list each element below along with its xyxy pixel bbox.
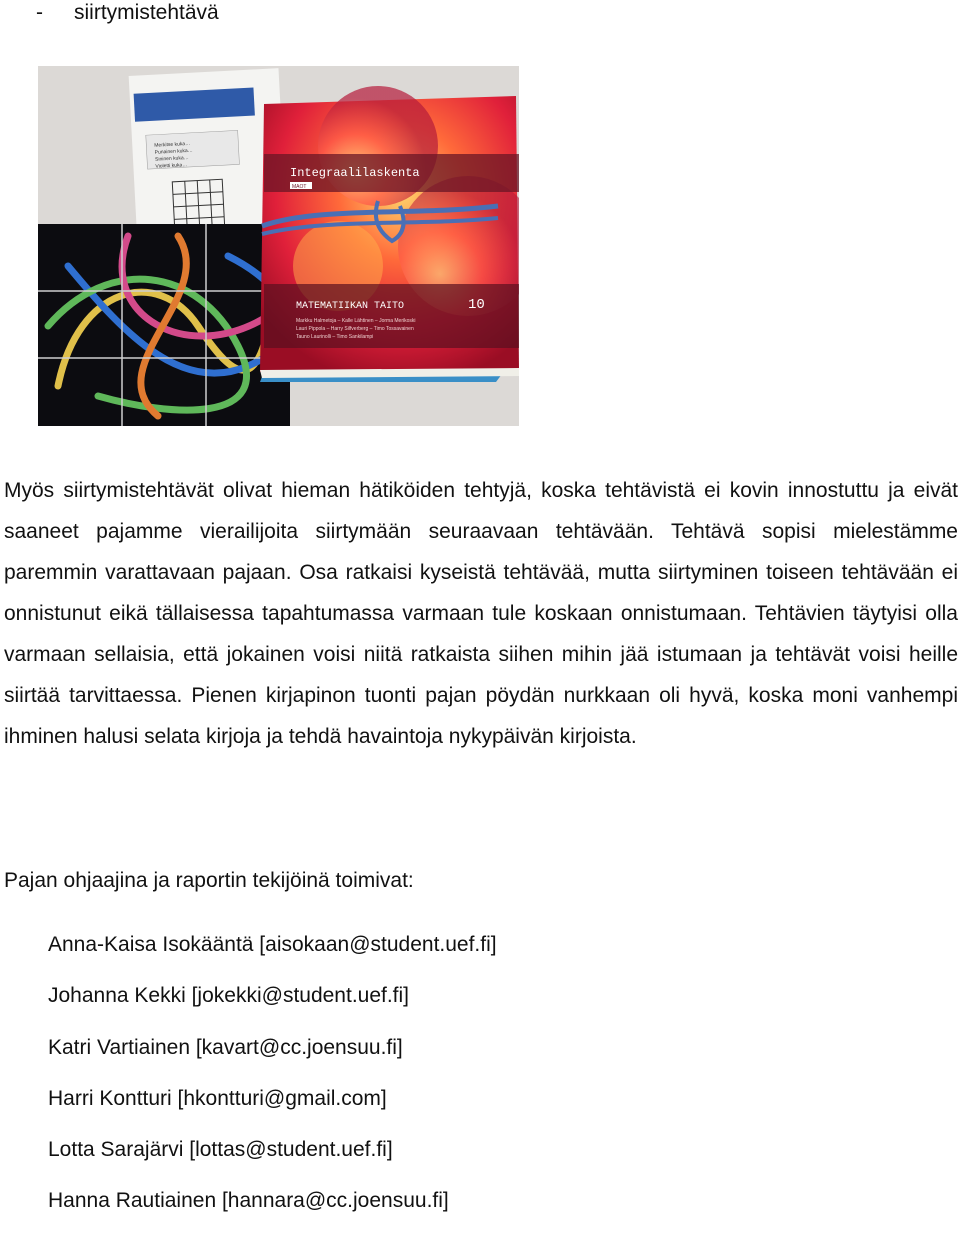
authors-heading: Pajan ohjaajina ja raportin tekijöinä toimivat: [4, 869, 414, 892]
book2-title: MATEMATIIKAN TAITO [296, 301, 405, 312]
book2-number: 10 [468, 297, 485, 313]
bullet-dash: - [36, 1, 43, 24]
book-badge: MAOT [292, 184, 307, 190]
author-item: Katri Vartiainen [kavart@cc.joensuu.fi] [48, 1035, 403, 1059]
bullet-text: siirtymistehtävä [74, 1, 219, 24]
report-paragraph: Myös siirtymistehtävät olivat hieman hätiköiden tehtyjä, koska tehtävistä ei kovin innostuttu ja eivät saaneet pajamme vierailijoita siirtymään seuraavaan tehtävään. Tehtävä sopisi mielestämme paremmin varattavaan pajaan. Osa ratkaisi kyseistä tehtävää, mutta siirtyminen toiseen tehtävään ei onnistunut eikä tällaisessa tapahtumassa varmaan tule koskaan onnistumaan. Tehtävien täytyisi olla varmaan sellaisia, että jokainen voisi niitä ratkaista siihen mihin jää istumaan ja tehtävät voisi heille siirtää tarvittaessa. Pienen kirjapinon tuonti pajan pöydän nurkkaan oli hyvä, koska moni vanhempi ihminen halusi selata kirjoja ja tehdä havaintoja nykypäivän kirjoista. [4, 479, 958, 748]
book2-authors: Markku Halmetoja – Kalle Lähtinen – Jorma Merikoski [296, 318, 416, 324]
author-item: Lotta Sarajärvi [lottas@student.uef.fi] [48, 1138, 393, 1162]
bullet-item [36, 0, 219, 26]
photo-books-and-puzzle [38, 66, 519, 426]
book-title: Integraalilaskenta [290, 166, 420, 180]
author-item: Johanna Kekki [jokekki@student.uef.fi] [48, 984, 410, 1008]
card-text: Punainen kuka… [154, 147, 193, 156]
card-text: Merkitse kuka… [154, 140, 191, 149]
author-item: Anna-Kaisa Isokääntä [aisokaan@student.uef.fi] [48, 933, 497, 956]
authors-list [48, 930, 497, 1238]
author-item: Harri Kontturi [hkontturi@gmail.com] [48, 1086, 387, 1110]
card-text: Violetti kuka… [155, 162, 188, 170]
card-text: Sininen kuka… [154, 154, 189, 163]
author-item: Hanna Rautiainen [hannara@cc.joensuu.fi] [48, 1189, 449, 1213]
book2-authors: Lauri Pippola – Harry Silfverberg – Timo Tossavainen [296, 326, 414, 332]
book2-authors: Tauno Laurinolli – Timo Sankilampi [296, 334, 374, 340]
